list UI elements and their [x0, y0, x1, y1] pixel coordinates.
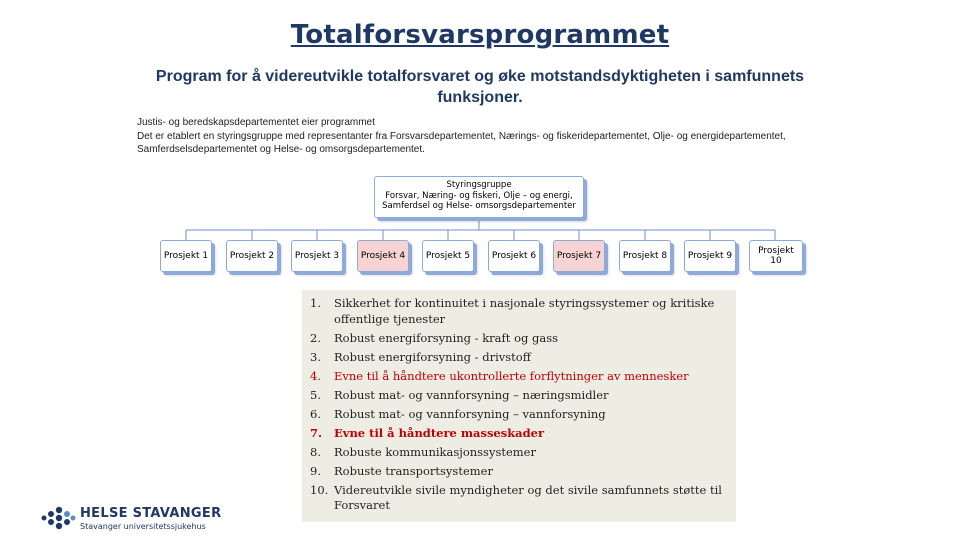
project-box-10: Prosjekt 10: [749, 240, 803, 272]
logo-name: HELSE STAVANGER: [80, 506, 222, 521]
slide-subtitle: Program for å videreutvikle totalforsvaret og øke motstandsdyktigheten i samfunnets funksjoner.: [155, 68, 805, 106]
project-list-item-2: 2. Robust energiforsyning - kraft og gass: [310, 330, 559, 345]
steering-group-title: Styringsgruppe: [446, 180, 512, 190]
project-list-item-8: 8. Robuste kommunikasjonssystemer: [310, 444, 536, 459]
logo-dots-icon: [40, 506, 76, 536]
project-list-item-7: 7. Evne til å håndtere masseskader: [310, 425, 545, 440]
project-box-1: Prosjekt 1: [160, 240, 212, 272]
project-box-5: Prosjekt 5: [422, 240, 474, 272]
project-box-3: Prosjekt 3: [291, 240, 343, 272]
project-list-item-1: 1. Sikkerhet for kontinuitet i nasjonale styringssystemer og kritiske offentlige tjenester: [310, 296, 715, 326]
steering-group-line-1: Forsvar, Næring- og fiskeri, Olje – og energi,: [385, 190, 573, 201]
slide-title: Totalforsvarsprogrammet: [290, 20, 670, 50]
project-list-item-6: 6. Robust mat- og vannforsyning – vannforsyning: [310, 406, 606, 421]
project-list: [310, 296, 728, 514]
project-box-7: Prosjekt 7: [553, 240, 605, 272]
helse-stavanger-logo: [40, 506, 240, 536]
project-list-panel: [302, 290, 736, 522]
project-list-item-9: 9. Robuste transportsystemer: [310, 463, 493, 478]
project-box-4: Prosjekt 4: [357, 240, 409, 272]
description-line-owner: Justis- og beredskapsdepartementet eier programmet: [137, 117, 375, 128]
logo-subtitle: Stavanger universitetssjukehus: [80, 522, 206, 531]
project-list-item-4: 4. Evne til å håndtere ukontrollerte forflytninger av mennesker: [310, 368, 689, 383]
project-list-item-5: 5. Robust mat- og vannforsyning – næringsmidler: [310, 387, 609, 402]
project-list-item-3: 3. Robust energiforsyning - drivstoff: [310, 349, 531, 364]
steering-group-line-2: Samferdsel og Helse- omsorgsdepartementer: [382, 201, 576, 211]
project-box-9: Prosjekt 9: [684, 240, 736, 272]
steering-group-box: [374, 176, 584, 218]
description-line-steering: Det er etablert en styringsgruppe med representanter fra Forsvarsdepartementet, Nærings- og fiskeridepartementet, Olje- og energidepartementet, Samferdselsdepartementet og Helse- og omsorgsdepartementet.: [137, 130, 786, 155]
project-box-2: Prosjekt 2: [226, 240, 278, 272]
project-list-item-10: 10. Videreutvikle sivile myndigheter og det sivile samfunnets støtte til Forsvaret: [310, 482, 722, 512]
project-box-8: Prosjekt 8: [619, 240, 671, 272]
project-box-6: Prosjekt 6: [488, 240, 540, 272]
